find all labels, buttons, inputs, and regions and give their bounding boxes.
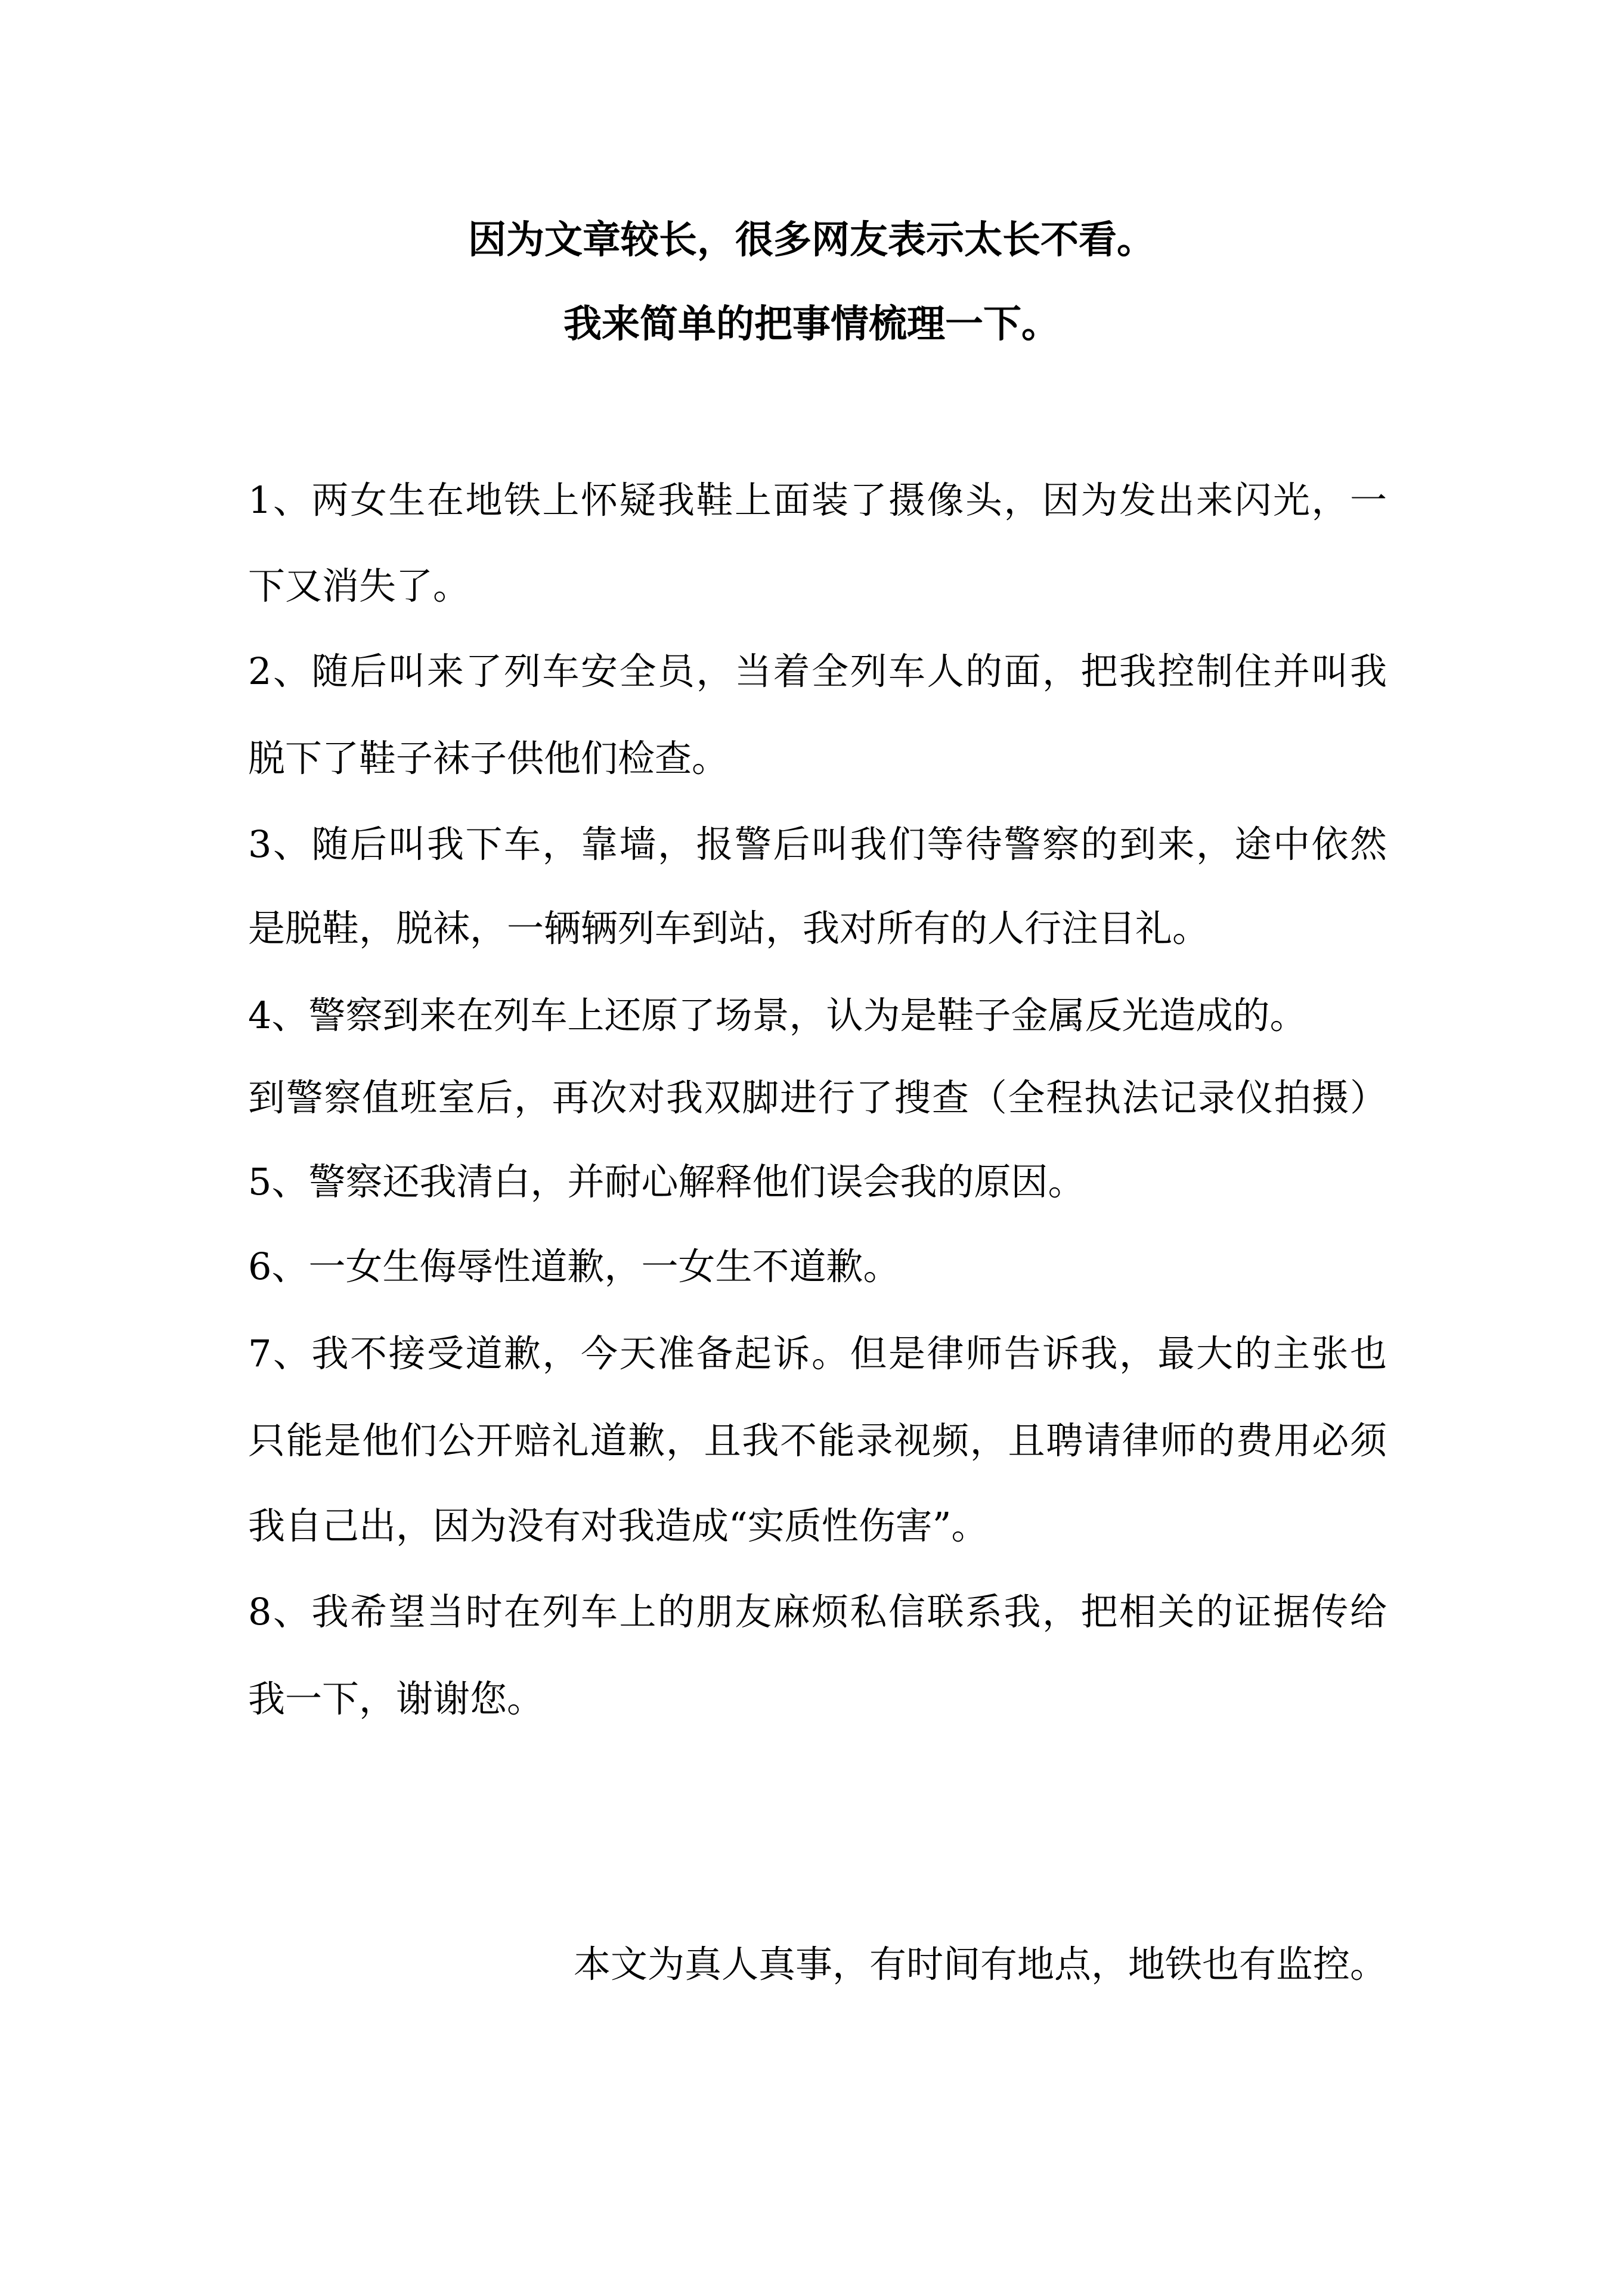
paragraph-8-line-1: 8、我希望当时在列车上的朋友麻烦私信联系我，把相关的证据传给 xyxy=(248,1590,1387,1633)
title-line-1: 因为文章较长，很多网友表示太长不看。 xyxy=(468,218,1155,262)
paragraph-3-line-1: 3、随后叫我下车，靠墙，报警后叫我们等待警察的到来，途中依然 xyxy=(248,822,1387,866)
paragraph-1-line-1: 1、两女生在地铁上怀疑我鞋上面装了摄像头，因为发出来闪光，一 xyxy=(248,478,1387,522)
footer-note: 本文为真人真事，有时间有地点，地铁也有监控。 xyxy=(573,1942,1387,1986)
paragraph-2-line-1: 2、随后叫来了列车安全员，当着全列车人的面，把我控制住并叫我 xyxy=(248,649,1387,693)
paragraph-1-line-2: 下又消失了。 xyxy=(248,564,470,608)
paragraph-2-line-2: 脱下了鞋子袜子供他们检查。 xyxy=(248,737,729,780)
paragraph-8-line-2: 我一下，谢谢您。 xyxy=(248,1677,544,1721)
paragraph-7-line-1: 7、我不接受道歉，今天准备起诉。但是律师告诉我，最大的主张也 xyxy=(248,1332,1387,1375)
paragraph-7-line-3: 我自己出，因为没有对我造成“实质性伤害”。 xyxy=(248,1504,989,1548)
paragraph-3-line-2: 是脱鞋，脱袜，一辆辆列车到站，我对所有的人行注目礼。 xyxy=(248,906,1210,950)
paragraph-5: 5、警察还我清白，并耐心解释他们误会我的原因。 xyxy=(248,1160,1085,1203)
paragraph-4-line-1: 4、警察到来在列车上还原了场景，认为是鞋子金属反光造成的。 xyxy=(248,994,1307,1037)
title-line-2: 我来简单的把事情梳理一下。 xyxy=(563,302,1060,346)
paragraph-4-line-2: 到警察值班室后，再次对我双脚进行了搜查（全程执法记录仪拍摄） xyxy=(248,1076,1387,1119)
paragraph-7-line-2: 只能是他们公开赔礼道歉，且我不能录视频，且聘请律师的费用必须 xyxy=(248,1419,1387,1462)
paragraph-6: 6、一女生侮辱性道歉，一女生不道歉。 xyxy=(248,1245,900,1288)
